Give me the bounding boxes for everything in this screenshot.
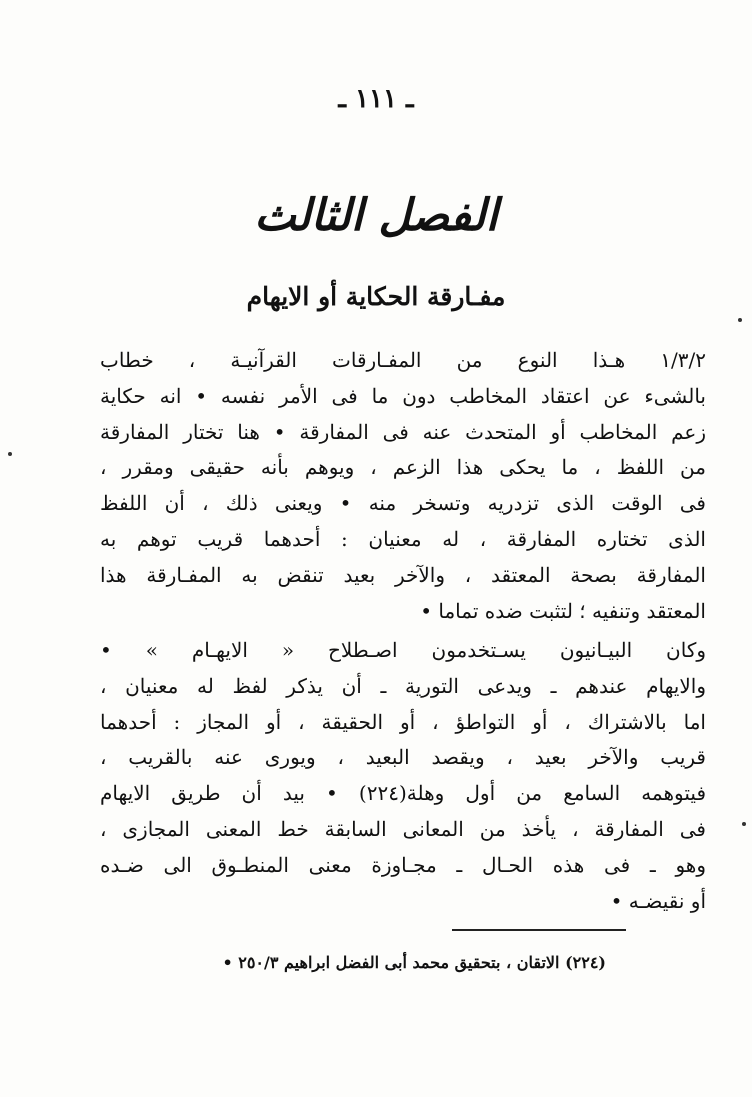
footnote-divider — [452, 929, 626, 931]
text-line: فى الوقت الذى تزدريه وتسخر منه • ويعنى ذلك ، أن اللفظ — [100, 491, 706, 516]
scan-speck — [8, 452, 12, 456]
text-line: اما بالاشتراك ، أو التواطؤ ، أو الحقيقة ، أو المجاز : أحدهما — [100, 709, 706, 734]
text-line: أو نقيضـه • — [610, 888, 706, 913]
text-line: والايهام عندهم ـ ويدعى التورية ـ أن يذكر لفظ له معنيان ، — [100, 673, 706, 698]
scan-speck — [742, 822, 746, 826]
section-title: مفـارقة الحكاية أو الايهام — [246, 282, 506, 311]
text-line: قريب والآخر بعيد ، ويقصد البعيد ، ويورى عنه بالقريب ، — [100, 745, 706, 770]
text-line: الذى تختاره المفارقة ، له معنيان : أحدهما قريب توهم به — [100, 526, 706, 551]
text-line: زعم المخاطب أو المتحدث عنه فى المفارقة • هنا تختار المفارقة — [100, 419, 706, 444]
footnote: (٢٢٤) الاتقان ، بتحقيق محمد أبى الفضل ابراهيم ٢٥٠/٣ • — [222, 953, 606, 972]
text-line: بالشىء عن اعتقاد المخاطب دون ما فى الأمر نفسه • انه حكاية — [100, 383, 706, 408]
text-line: المفارقة بصحة المعتقد ، والآخر بعيد تنقض به المفـارقة هذا — [100, 562, 706, 587]
page-number: ـ ١١١ ـ — [338, 84, 414, 114]
text-line: فيتوهمه السامع من أول وهلة(٢٢٤) • بيد أن طريق الايهام — [100, 781, 706, 806]
chapter-title: الفصل الثالث — [254, 190, 498, 241]
text-line: وهو ـ فى هذه الحـال ـ مجـاوزة معنى المنطـوق الى ضـده — [100, 852, 706, 877]
paragraph-1 — [100, 343, 706, 629]
text-line: فى المفارقة ، يأخذ من المعانى السابقة خط المعنى المجازى ، — [100, 816, 706, 841]
scan-speck — [738, 318, 742, 322]
text-line: من اللفظ ، ما يحكى هذا الزعم ، ويوهم بأنه حقيقى ومقرر ، — [100, 455, 706, 480]
text-line: وكان البيـانيون يسـتخدمون اصـطلاح « الايهـام » • — [100, 638, 706, 662]
text-line: ١/٣/٢ هـذا النوع من المفـارقات القرآنيـة ، خطاب — [100, 348, 706, 372]
text-line: المعتقد وتنفيه ؛ لتثبت ضده تماما • — [420, 598, 706, 623]
paragraph-2 — [100, 633, 706, 919]
